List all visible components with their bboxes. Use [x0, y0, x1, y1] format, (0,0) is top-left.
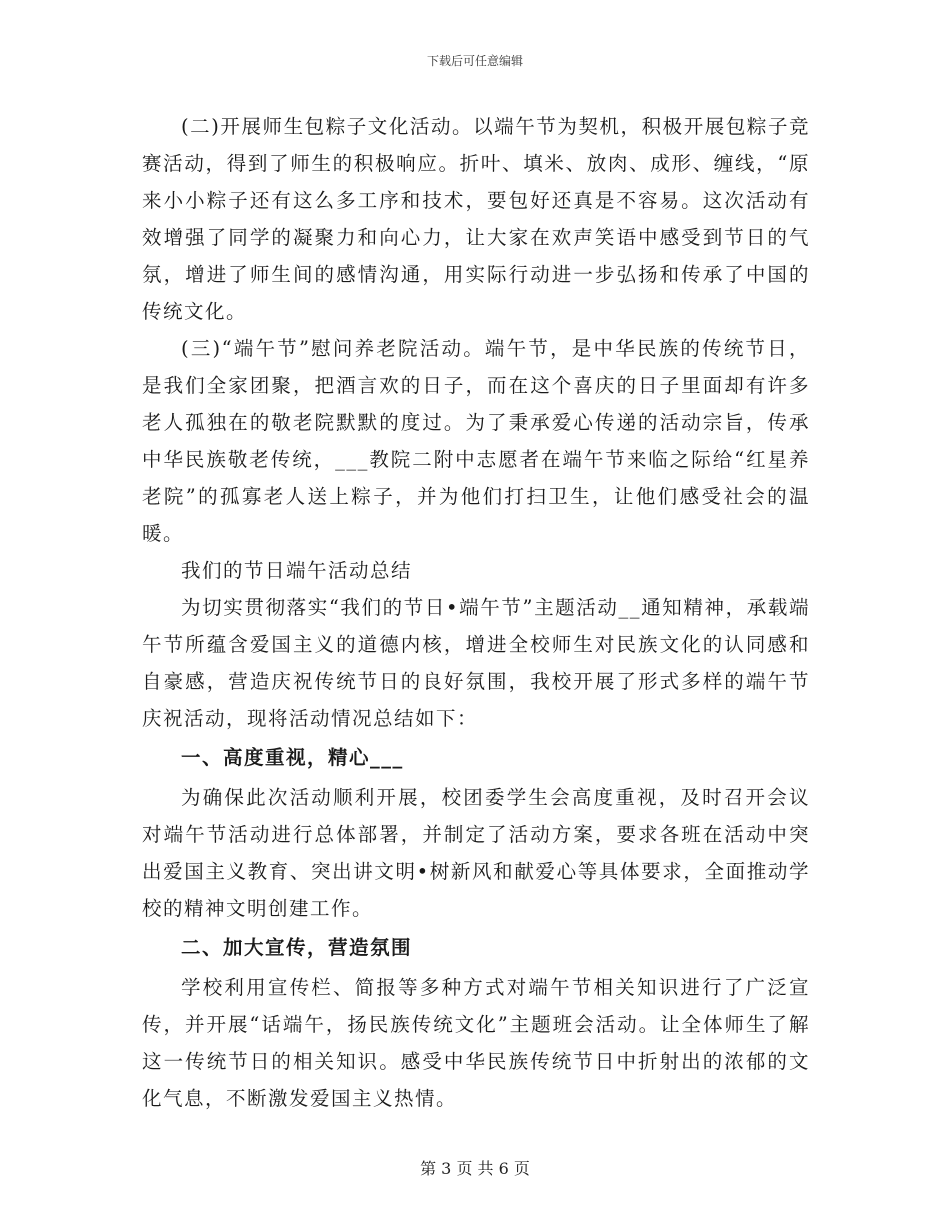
page-number: 第 3 页 共 6 页 — [420, 1159, 530, 1178]
paragraph-publicity: 学校利用宣传栏、简报等多种方式对端午节相关知识进行了广泛宣传，并开展“话端午，扬民族传统文化”主题班会活动。让全体师生了解这一传统节日的相关知识。感受中华民族传统节日中折射出的浓郁的文化气息，不断激发爱国主义热情。 — [142, 976, 810, 1110]
heading-high-attention: 一、高度重视，精心___ — [181, 746, 404, 769]
section-title-summary: 我们的节日端午活动总结 — [181, 559, 413, 582]
heading-publicity: 二、加大宣传，营造氛围 — [181, 936, 413, 959]
paragraph-nursing-home-visit: (三)“端午节”慰问养老院活动。端午节，是中华民族的传统节日，是我们全家团聚，把酒言欢的日子，而在这个喜庆的日子里面却有许多老人孤独在的敬老院默默的度过。为了秉承爱心传递的活动宗旨，传承中华民族敬老传统，___教院二附中志愿者在端午节来临之际给“红星养老院”的孤寡老人送上粽子，并为他们打扫卫生，让他们感受社会的温暖。 — [142, 337, 810, 545]
document-body — [142, 108, 810, 1117]
paragraph-intro: 为切实贯彻落实“我们的节日•端午节”主题活动__通知精神，承载端午节所蕴含爱国主义的道德内核，增进全校师生对民族文化的认同感和自豪感，营造庆祝传统节日的良好氛围，我校开展了形式多样的端午节庆祝活动，现将活动情况总结如下： — [142, 596, 810, 730]
page-header: 下载后可任意编辑 — [426, 54, 523, 68]
paragraph-deployment: 为确保此次活动顺利开展，校团委学生会高度重视，及时召开会议对端午节活动进行总体部署，并制定了活动方案，要求各班在活动中突出爱国主义教育、突出讲文明•树新风和献爱心等具体要求，全面推动学校的精神文明创建工作。 — [142, 786, 810, 920]
paragraph-zongzi-activity: (二)开展师生包粽子文化活动。以端午节为契机，积极开展包粽子竞赛活动，得到了师生的积极响应。折叶、填米、放肉、成形、缠线，“原来小小粽子还有这么多工序和技术，要包好还真是不容易。这次活动有效增强了同学的凝聚力和向心力，让大家在欢声笑语中感受到节日的气氛，增进了师生间的感情沟通，用实际行动进一步弘扬和传承了中国的传统文化。 — [142, 115, 810, 323]
